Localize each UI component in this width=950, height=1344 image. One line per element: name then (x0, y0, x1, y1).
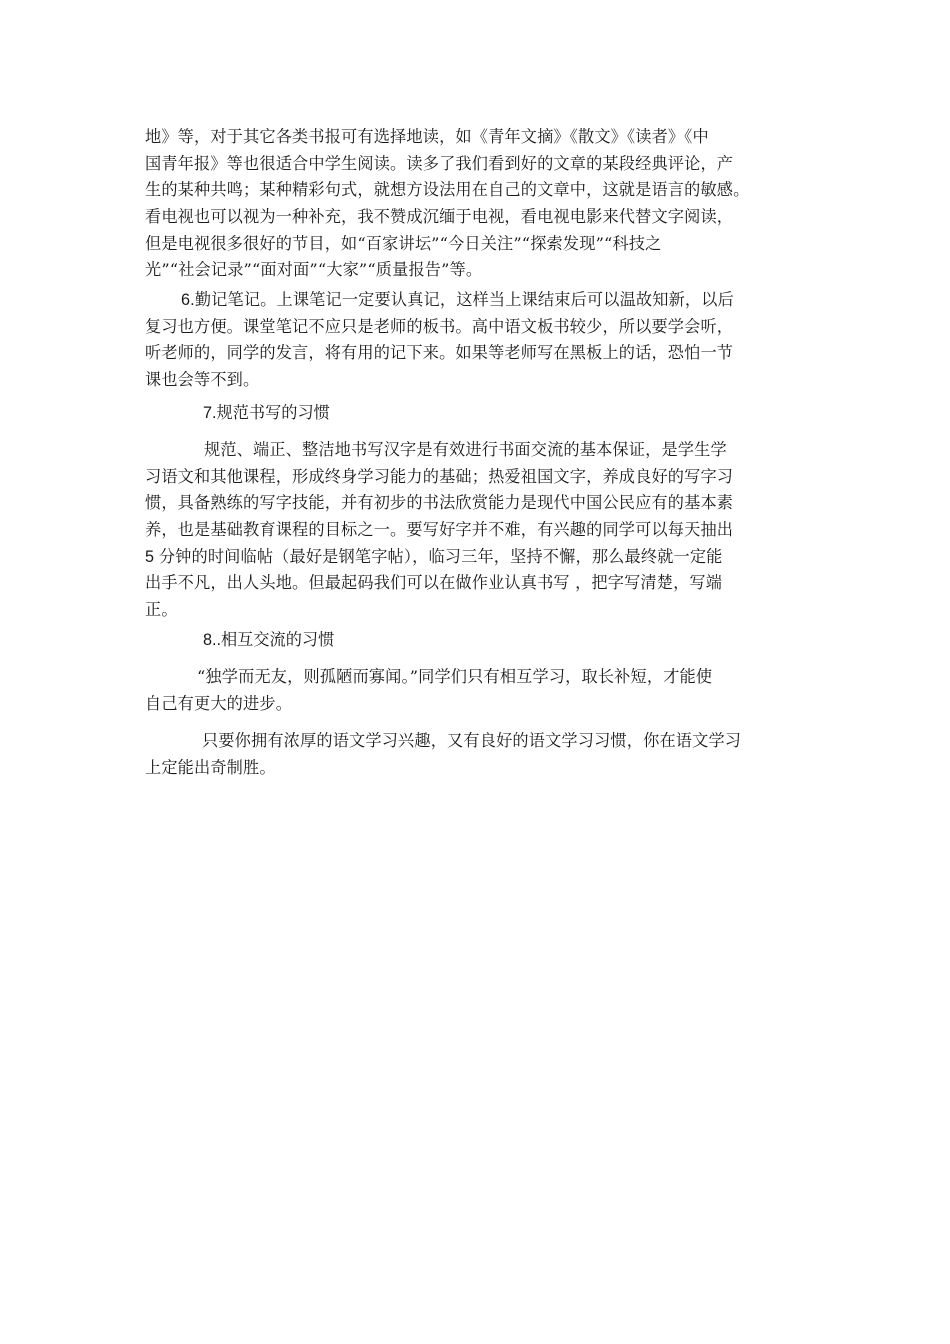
text-line (145, 728, 741, 755)
text-line: 出手不凡，出人头地。但最起码我们可以在做作业认真书写 ，把字写清楚，写端 (145, 573, 723, 593)
paragraph-handwriting (145, 437, 733, 624)
paragraph-reading (145, 124, 750, 284)
text-line: 但是电视很多很好的节目，如“百家讲坛”“今日关注”“探索发现”“科技之 (145, 233, 662, 253)
text-line: 课也会等不到。 (145, 370, 260, 390)
text-line-content: 只要你拥有浓厚的语文学习兴趣，又有良好的语文学习习惯，你在语文学习 (202, 731, 742, 750)
text-line-content: 分钟的时间临帖（最好是钢笔字帖），临习三年，坚持不懈，那么最终就一定能 (158, 546, 723, 566)
text-line (145, 437, 733, 464)
text-line: 光”“社会记录”“面对面”“大家”“质量报告”等。 (145, 260, 483, 280)
section-heading-8 (203, 627, 334, 654)
heading-number: 7. (203, 404, 217, 422)
text-line: 习语文和其他课程，形成终身学习能力的基础；热爱祖国文字，养成良好的写字习 (145, 466, 734, 486)
text-line: 复习也方便。课堂笔记不应只是老师的板书。高中语文板书较少，所以要学会听， (145, 316, 734, 336)
text-line: 听老师的，同学的发言，将有用的记下来。如果等老师写在黑板上的话，恐怕一节 (145, 343, 734, 363)
text-line-content: “独学而无友，则孤陋而寡闻。”同学们只有相互学习，取长补短，才能使 (197, 667, 713, 686)
heading-number: 8.. (203, 631, 221, 649)
text-line: 正。 (145, 600, 178, 620)
text-line: 看电视也可以视为一种补充，我不赞成沉缅于电视，看电视电影来代替文字阅读， (145, 207, 734, 227)
text-line-content: 勤记笔记。上课笔记一定要认真记，这样当上课结束后可以温故知新，以后 (194, 290, 734, 309)
heading-text: 相互交流的习惯 (221, 630, 335, 649)
section-heading-7 (203, 400, 330, 427)
minutes-number: 5 (145, 547, 159, 566)
text-line: 生的某种共鸣；某种精彩句式，就想方设法用在自己的文章中，这就是语言的敏感。 (145, 180, 750, 200)
text-line: 上定能出奇制胜。 (145, 757, 276, 777)
text-line: 惯，具备熟练的写字技能，并有初步的书法欣赏能力是现代中国公民应有的基本素 (145, 493, 734, 513)
text-line (145, 544, 733, 571)
text-line-content: 规范、端正、整洁地书写汉字是有效进行书面交流的基本保证，是学生学 (204, 440, 727, 459)
text-line: 地》等，对于其它各类书报可有选择地读，如《青年文摘》《散文》《读者》《中 (145, 127, 709, 146)
text-line: 国青年报》等也很适合中学生阅读。读多了我们看到好的文章的某段经典评论，产 (145, 153, 734, 173)
paragraph-quote (145, 664, 712, 717)
heading-text: 规范书写的习惯 (216, 403, 330, 422)
text-line: 自己有更大的进步。 (145, 693, 293, 713)
paragraph-conclusion (145, 728, 741, 781)
paragraph-notes (145, 287, 734, 394)
text-line (145, 664, 712, 691)
text-line: 养，也是基础教育课程的目标之一。要写好字并不难，有兴趣的同学可以每天抽出 (145, 520, 734, 540)
text-line (145, 287, 734, 314)
item-number: 6. (181, 291, 195, 309)
